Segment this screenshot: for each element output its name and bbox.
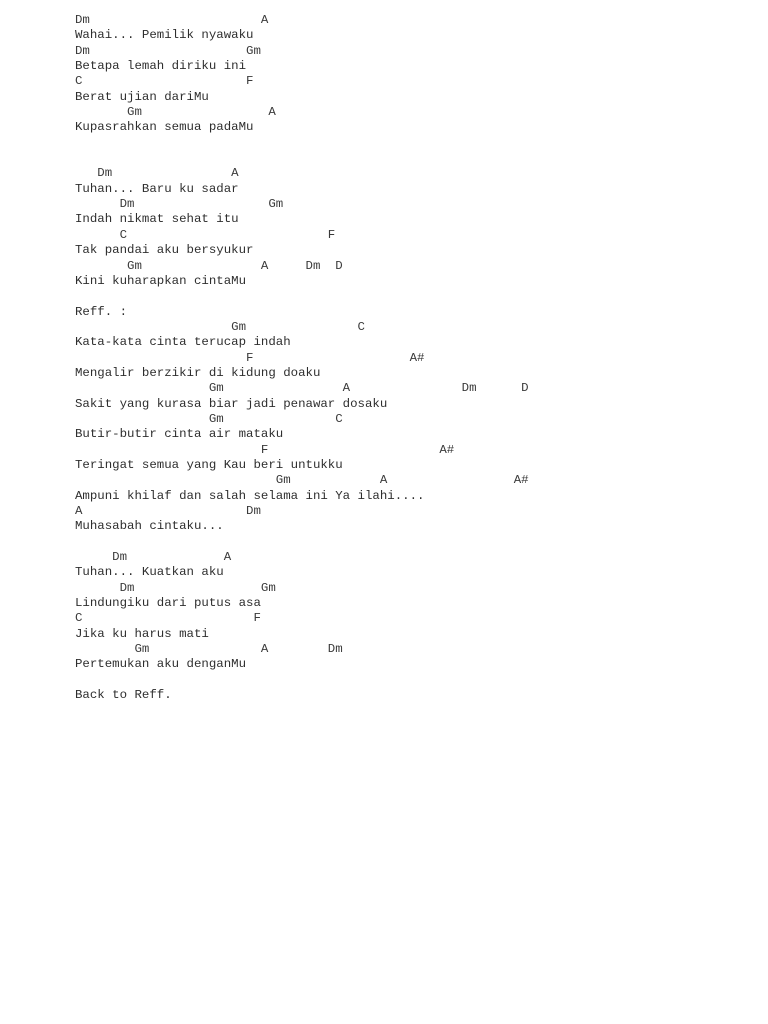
section-label: Reff. : <box>75 304 128 319</box>
lyric-line: Kata-kata cinta terucap indah <box>75 335 291 350</box>
lyric-line: Kini kuharapkan cintaMu <box>75 273 247 288</box>
chord-line: Gm A Dm <box>75 642 343 657</box>
lyric-line: Wahai... Pemilik nyawaku <box>75 28 254 43</box>
chord-line: Gm A Dm D <box>75 381 529 396</box>
lyric-line: Jika ku harus mati <box>75 626 209 641</box>
lyric-line: Teringat semua yang Kau beri untukku <box>75 457 343 472</box>
lyric-line: Berat ujian dariMu <box>75 89 209 104</box>
lyric-line: Mengalir berzikir di kidung doaku <box>75 365 321 380</box>
chord-line: C F <box>75 74 254 89</box>
blank-line <box>75 136 735 151</box>
chord-line: Gm C <box>75 319 365 334</box>
lyric-line: Tak pandai aku bersyukur <box>75 243 254 258</box>
lyric-line: Indah nikmat sehat itu <box>75 212 239 227</box>
chord-line: Gm A <box>75 105 276 120</box>
lyric-line: Sakit yang kurasa biar jadi penawar dosaku <box>75 396 388 411</box>
lyric-line: Butir-butir cinta air mataku <box>75 427 284 442</box>
chord-line: C F <box>75 227 336 242</box>
chord-line: C F <box>75 611 261 626</box>
lyric-line: Betapa lemah diriku ini <box>75 59 247 74</box>
chord-line: F A# <box>75 350 425 365</box>
blank-line <box>75 289 735 304</box>
lyric-line: Muhasabah cintaku... <box>75 519 224 534</box>
chord-line: Dm Gm <box>75 580 276 595</box>
chord-line: Gm A Dm D <box>75 258 343 273</box>
lyric-line: Lindungiku dari putus asa <box>75 596 261 611</box>
blank-line <box>75 151 735 166</box>
chord-line: Dm A <box>75 166 239 181</box>
blank-line <box>75 535 735 550</box>
chord-sheet <box>75 13 735 703</box>
lyric-line: Ampuni khilaf dan salah selama ini Ya ilahi.... <box>75 488 425 503</box>
chord-line: A Dm <box>75 504 261 518</box>
lyric-line: Tuhan... Kuatkan aku <box>75 565 224 580</box>
section-label: Back to Reff. <box>75 688 172 703</box>
chord-line: Gm A A# <box>75 473 529 488</box>
lyric-line: Kupasrahkan semua padaMu <box>75 120 254 135</box>
chord-line: Dm Gm <box>75 197 284 212</box>
blank-line <box>75 673 735 688</box>
chord-line: Dm Gm <box>75 43 261 58</box>
lyric-line: Pertemukan aku denganMu <box>75 657 247 672</box>
chord-line: Dm A <box>75 13 269 27</box>
chord-line: F A# <box>75 442 455 457</box>
chord-line: Gm C <box>75 411 343 426</box>
chord-line: Dm A <box>75 550 232 565</box>
lyric-line: Tuhan... Baru ku sadar <box>75 181 239 196</box>
